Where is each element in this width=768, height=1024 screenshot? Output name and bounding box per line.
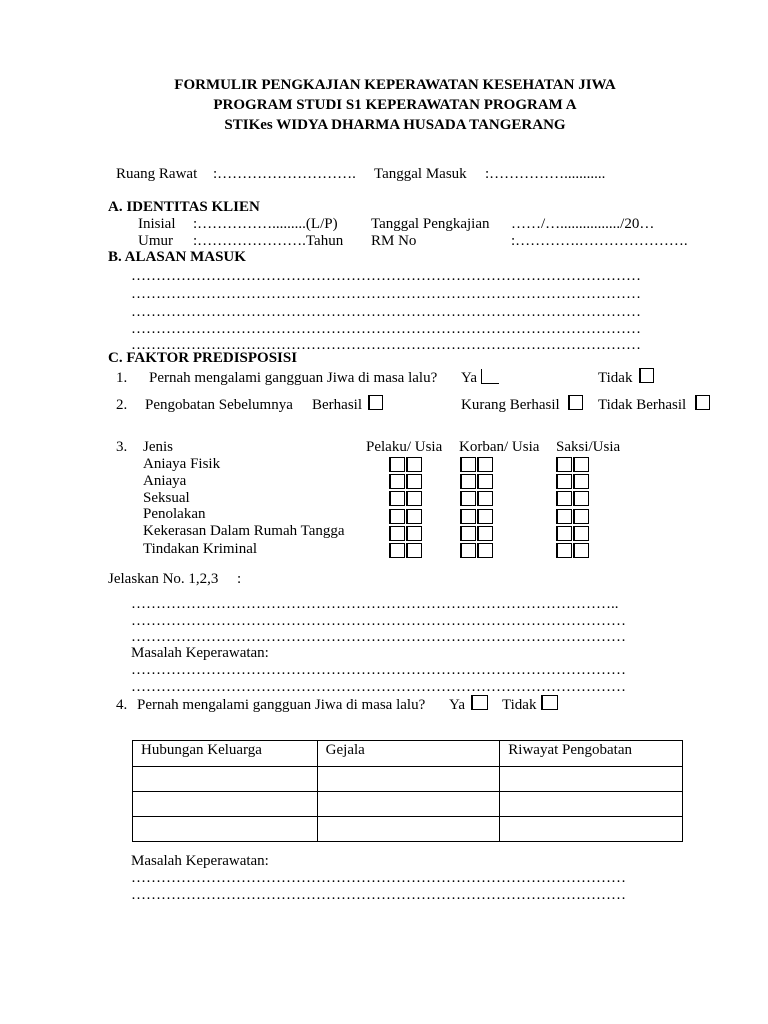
jenis-aniaya: Aniaya	[143, 473, 187, 489]
riwayat-keluarga-table	[132, 740, 683, 842]
masalah-2-line[interactable]: ………………………………………………………………………………………	[131, 887, 626, 903]
q3-korban-checkbox[interactable]	[460, 474, 476, 489]
jenis-header: Jenis	[143, 439, 173, 455]
korban-usia-header: Korban/ Usia	[459, 439, 540, 455]
question-3-number: 3.	[116, 439, 128, 455]
q3-pelaku-checkbox[interactable]	[406, 543, 422, 558]
jelaskan-line[interactable]: ……………………………………………………………………………………..	[131, 596, 619, 612]
masalah-line[interactable]: ………………………………………………………………………………………	[131, 679, 626, 695]
q3-pelaku-checkbox[interactable]	[389, 457, 405, 472]
tanggal-pengkajian-label: Tanggal Pengkajian	[371, 216, 490, 232]
table-row	[133, 792, 683, 817]
jenis-penolakan: Penolakan	[143, 506, 206, 522]
q3-korban-checkbox[interactable]	[460, 509, 476, 524]
q3-saksi-checkbox[interactable]	[573, 491, 589, 506]
table-cell[interactable]	[133, 792, 318, 817]
table-header-row	[133, 741, 683, 767]
inisial-label: Inisial	[138, 216, 176, 232]
table-cell[interactable]	[317, 792, 500, 817]
q2-tidak-berhasil-checkbox[interactable]	[695, 395, 710, 410]
q2-kurang-berhasil-label: Kurang Berhasil	[461, 397, 560, 413]
q3-korban-checkbox[interactable]	[477, 509, 493, 524]
q3-saksi-checkbox[interactable]	[556, 526, 572, 541]
q3-saksi-checkbox[interactable]	[556, 474, 572, 489]
q3-saksi-checkbox[interactable]	[556, 543, 572, 558]
table-row	[133, 817, 683, 842]
jenis-tindakan-kriminal: Tindakan Kriminal	[143, 541, 258, 557]
jenis-seksual: Seksual	[143, 490, 190, 506]
table-header-hubungan: Hubungan Keluarga	[133, 741, 318, 767]
jenis-kdrt: Kekerasan Dalam Rumah Tangga	[143, 523, 345, 539]
q3-korban-checkbox[interactable]	[460, 491, 476, 506]
q3-saksi-checkbox[interactable]	[573, 526, 589, 541]
rm-no-label: RM No	[371, 233, 417, 249]
rm-no-field[interactable]: :………….………………….	[511, 233, 688, 249]
q3-pelaku-checkbox[interactable]	[406, 474, 422, 489]
form-title-line-1: FORMULIR PENGKAJIAN KEPERAWATAN KESEHATAN JIWA	[174, 77, 616, 93]
pelaku-usia-header: Pelaku/ Usia	[366, 439, 443, 455]
masalah-line[interactable]: ………………………………………………………………………………………	[131, 662, 626, 678]
masalah-2-line[interactable]: ………………………………………………………………………………………	[131, 870, 626, 886]
ruang-rawat-field[interactable]: :……………………….	[213, 166, 356, 182]
q1-tidak-checkbox[interactable]	[639, 368, 654, 383]
table-cell[interactable]	[133, 817, 318, 842]
jelaskan-line[interactable]: ………………………………………………………………………………………	[131, 613, 626, 629]
q1-ya-checkbox[interactable]	[481, 369, 499, 384]
q2-kurang-berhasil-checkbox[interactable]	[568, 395, 583, 410]
q4-ya-checkbox[interactable]	[471, 695, 488, 710]
q4-tidak-checkbox[interactable]	[541, 695, 558, 710]
q3-pelaku-checkbox[interactable]	[406, 491, 422, 506]
jelaskan-line[interactable]: ………………………………………………………………………………………	[131, 629, 626, 645]
table-row	[133, 767, 683, 792]
alasan-masuk-line[interactable]: …………………………………………………………………………………………	[131, 321, 641, 337]
q3-saksi-checkbox[interactable]	[556, 509, 572, 524]
table-cell[interactable]	[500, 817, 683, 842]
section-b-title: B. ALASAN MASUK	[108, 249, 246, 265]
question-4-text: Pernah mengalami gangguan Jiwa di masa lalu?	[137, 697, 426, 713]
q3-saksi-checkbox[interactable]	[573, 509, 589, 524]
q3-korban-checkbox[interactable]	[477, 457, 493, 472]
jelaskan-label: Jelaskan No. 1,2,3	[108, 571, 219, 587]
alasan-masuk-line[interactable]: …………………………………………………………………………………………	[131, 286, 641, 302]
q2-berhasil-label: Berhasil	[312, 397, 362, 413]
ruang-rawat-label: Ruang Rawat	[116, 166, 198, 182]
q2-berhasil-checkbox[interactable]	[368, 395, 383, 410]
question-1-number: 1.	[116, 370, 128, 386]
q3-korban-checkbox[interactable]	[460, 457, 476, 472]
question-2-text: Pengobatan Sebelumnya	[145, 397, 293, 413]
q3-saksi-checkbox[interactable]	[573, 457, 589, 472]
umur-label: Umur	[138, 233, 173, 249]
q3-pelaku-checkbox[interactable]	[406, 457, 422, 472]
q3-saksi-checkbox[interactable]	[573, 474, 589, 489]
alasan-masuk-line[interactable]: …………………………………………………………………………………………	[131, 268, 641, 284]
q3-saksi-checkbox[interactable]	[556, 491, 572, 506]
q3-saksi-checkbox[interactable]	[573, 543, 589, 558]
q3-korban-checkbox[interactable]	[460, 526, 476, 541]
table-header-gejala: Gejala	[317, 741, 500, 767]
q1-ya-label: Ya	[461, 370, 477, 386]
q1-tidak-label: Tidak	[598, 370, 633, 386]
q3-pelaku-checkbox[interactable]	[389, 543, 405, 558]
jenis-aniaya-fisik: Aniaya Fisik	[143, 456, 221, 472]
question-2-number: 2.	[116, 397, 128, 413]
q4-tidak-label: Tidak	[502, 697, 537, 713]
form-title-line-3: STIKes WIDYA DHARMA HUSADA TANGERANG	[224, 117, 566, 133]
q3-korban-checkbox[interactable]	[477, 543, 493, 558]
saksi-usia-header: Saksi/Usia	[556, 439, 621, 455]
jelaskan-colon: :	[237, 571, 242, 587]
table-cell[interactable]	[317, 817, 500, 842]
q3-pelaku-checkbox[interactable]	[389, 491, 405, 506]
q3-pelaku-checkbox[interactable]	[406, 526, 422, 541]
q3-saksi-checkbox[interactable]	[556, 457, 572, 472]
section-c-title: C. FAKTOR PREDISPOSISI	[108, 350, 298, 366]
tanggal-pengkajian-field[interactable]: ……/…................/20…	[511, 216, 655, 232]
form-title-line-2: PROGRAM STUDI S1 KEPERAWATAN PROGRAM A	[213, 97, 577, 113]
inisial-field[interactable]: :…………….........(L/P)	[193, 216, 338, 232]
umur-field[interactable]: :………………….Tahun	[193, 233, 344, 249]
q3-pelaku-checkbox[interactable]	[389, 509, 405, 524]
masalah-keperawatan-2-label: Masalah Keperawatan:	[131, 853, 269, 869]
alasan-masuk-line[interactable]: …………………………………………………………………………………………	[131, 304, 641, 320]
q3-korban-checkbox[interactable]	[460, 543, 476, 558]
alasan-masuk-line[interactable]: …………………………………………………………………………………………	[131, 337, 641, 353]
tanggal-masuk-field[interactable]: :……………...........	[485, 166, 606, 182]
q3-korban-checkbox[interactable]	[477, 474, 493, 489]
question-4-number: 4.	[116, 697, 128, 713]
q3-pelaku-checkbox[interactable]	[389, 526, 405, 541]
tanggal-masuk-label: Tanggal Masuk	[374, 166, 467, 182]
q3-korban-checkbox[interactable]	[477, 491, 493, 506]
table-cell[interactable]	[133, 767, 318, 792]
section-a-title: A. IDENTITAS KLIEN	[108, 199, 260, 215]
q3-korban-checkbox[interactable]	[477, 526, 493, 541]
q4-ya-label: Ya	[449, 697, 465, 713]
table-cell[interactable]	[500, 792, 683, 817]
q2-tidak-berhasil-label: Tidak Berhasil	[598, 397, 687, 413]
table-cell[interactable]	[317, 767, 500, 792]
q3-pelaku-checkbox[interactable]	[406, 509, 422, 524]
q3-pelaku-checkbox[interactable]	[389, 474, 405, 489]
masalah-keperawatan-label: Masalah Keperawatan:	[131, 645, 269, 661]
table-cell[interactable]	[500, 767, 683, 792]
question-1-text: Pernah mengalami gangguan Jiwa di masa lalu?	[149, 370, 438, 386]
table-header-riwayat: Riwayat Pengobatan	[500, 741, 683, 767]
